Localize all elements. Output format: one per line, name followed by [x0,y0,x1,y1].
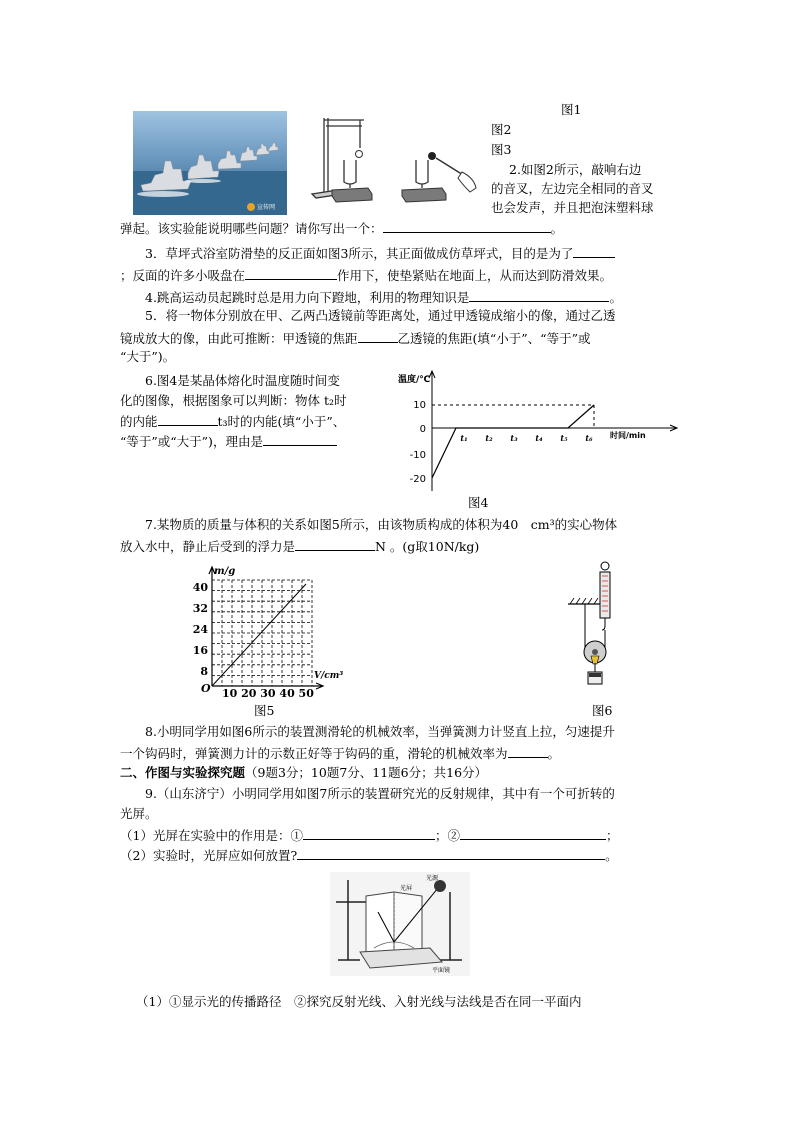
graph4-ytick: 0 [419,424,426,435]
graph5-ytick: 32 [192,602,208,615]
graph4-ytick: 10 [413,400,426,411]
fig7-mirror-label: 平面镜 [432,967,451,974]
graph5-origin: O [201,682,211,695]
q2-line3: 也会发声，并且把泡沫塑料球 [491,200,654,215]
q9-end: 。 [605,848,618,863]
graph5-xlabel: V/cm³ [314,671,344,681]
q6-text-3: “等于”或“大于”)，理由是 [120,434,263,449]
q5-line2 [120,329,590,348]
fig6-label: 图6 [592,703,613,718]
fig2-label: 图2 [491,122,512,137]
q3-blank-1[interactable] [573,244,615,258]
q4-end: 。 [609,290,622,305]
graph5-ylabel: m/g [214,566,236,577]
q2-answer-blank[interactable] [383,219,551,233]
graph4-xtick: t₆ [585,433,593,443]
mass-volume-graph [192,562,352,702]
fig7-screen-label: 光屏 [400,885,413,892]
q7-line1: 7.某物质的质量与体积的关系如图5所示，由该物质构成的体积为40 cm³的实心物体 [145,517,618,532]
q8-line1: 8.小明同学用如图6所示的装置测滑轮的机械效率，当弹簧测力计竖直上拉，匀速提升 [145,724,615,739]
q3-blank-2[interactable] [245,266,337,280]
logo-text: 宣传网 [257,204,276,211]
graph4-xtick: t₄ [535,433,543,443]
q2-line4 [120,219,563,238]
q7-text: 放入水中，静止后受到的浮力是 [120,539,296,554]
q5-text-2: 乙透镜的焦距(填“小于”、“等于”或 [397,331,591,346]
section2-heading [120,764,487,782]
q4-line [145,288,622,307]
graph5-ytick: 24 [192,623,208,636]
q9-text-2: ；② [434,828,460,843]
graph4-ytick: -20 [409,474,426,485]
q3-line1 [145,244,615,263]
q9-text-3: ； [605,828,619,843]
pulley-apparatus [560,560,640,692]
section2-title: 二、作图与实验探究题 [120,765,246,780]
q7-blank[interactable] [295,537,375,551]
q6-line3 [120,412,345,431]
graph4-ylabel: 温度/℃ [398,375,431,385]
q9-answer: （1）①显示光的传播路径 ②探究反射光线、入射光线与法线是否在同一平面内 [136,994,582,1009]
q2-end: 。 [550,221,564,236]
logo-icon [247,203,255,211]
melting-graph [388,366,688,496]
q7-line2 [120,537,479,556]
q9-line3 [120,826,619,845]
section2-note: （9题3分；10题7分、11题6分；共16分） [245,765,488,780]
q2-line1: 2.如图2所示，敲响右边 [509,162,642,177]
q9-line2: 光屏。 [120,806,158,821]
q9-line4 [120,846,618,865]
graph4-ytick: -10 [409,450,426,461]
graph5-ytick: 16 [192,644,208,657]
q3-text-2: ；反面的许多小吸盘在 [120,268,246,283]
q7-text-2: N 。(g取10N/kg) [375,539,480,554]
q9-blank-2[interactable] [460,826,606,840]
q2-question: 弹起。该实验能说明哪些问题？请你写出一个： [120,221,383,236]
q4-blank[interactable] [469,288,609,302]
q5-line1: 5．将一物体分别放在甲、乙两凸透镜前等距离处，通过甲透镜成缩小的像，通过乙透 [145,308,616,323]
graph5-xticks: 10 20 30 40 50 [222,687,314,700]
q5-blank[interactable] [358,329,398,343]
graph4-xtick: t₃ [510,433,518,443]
q4-text: 4.跳高运动员起跳时总是用力向下蹬地，利用的物理知识是 [145,290,470,305]
graph5-ytick: 40 [192,581,208,594]
q6-line2: 化的图像，根据图象可以判断：物体 t₂时 [120,393,347,408]
graph4-xtick: t₁ [460,433,468,443]
q5-text: 镜成放大的像，由此可推断：甲透镜的焦距 [120,331,358,346]
fig7-source-label: 光源 [426,875,439,882]
q9-blank-3[interactable] [297,846,605,860]
q6-line1: 6.图4是某晶体熔化时温度随时间变 [145,373,340,388]
q3-line2 [120,266,612,285]
q3-text-3: 作用下，使垫紧贴在地面上，从而达到防滑效果。 [337,268,613,283]
q9-text: （1）光屏在实验中的作用是：① [120,828,303,843]
q5-line3: “大于”)。 [120,349,176,364]
tuning-fork-apparatus [302,108,478,208]
fig1-label: 图1 [561,102,582,117]
warship-photo [133,111,287,215]
q8-text: 一个钩码时，弹簧测力计的示数正好等于钩码的重，滑轮的机械效率为 [120,746,508,761]
reflection-apparatus [330,872,470,976]
q3-text: 3．草坪式浴室防滑垫的反正面如图3所示，其正面做成仿草坪式，目的是为了 [145,246,574,261]
fig3-label: 图3 [491,142,512,157]
graph4-xtick: t₅ [560,433,568,443]
q6-blank-1[interactable] [158,412,218,426]
q6-text: 的内能 [120,414,158,429]
fig4-label: 图4 [468,495,489,510]
q6-text-2: t₃时的内能(填“小于”、 [217,414,346,429]
q9-line1: 9.（山东济宁）小明同学用如图7所示的装置研究光的反射规律，其中有一个可折转的 [145,786,615,801]
q6-line4 [120,432,337,451]
graph4-xlabel: 时间/min [610,431,646,440]
q9-text-4: （2）实验时，光屏应如何放置? [120,848,298,863]
q9-blank-1[interactable] [303,826,435,840]
fig5-label: 图5 [254,703,275,718]
q8-end: 。 [547,746,561,761]
graph5-ytick: 8 [200,665,208,678]
graph4-xtick: t₂ [485,433,493,443]
q8-blank[interactable] [508,744,548,758]
q6-blank-2[interactable] [263,432,337,446]
q8-line2 [120,744,560,763]
q2-line2: 的音叉，左边完全相同的音叉 [491,181,654,196]
